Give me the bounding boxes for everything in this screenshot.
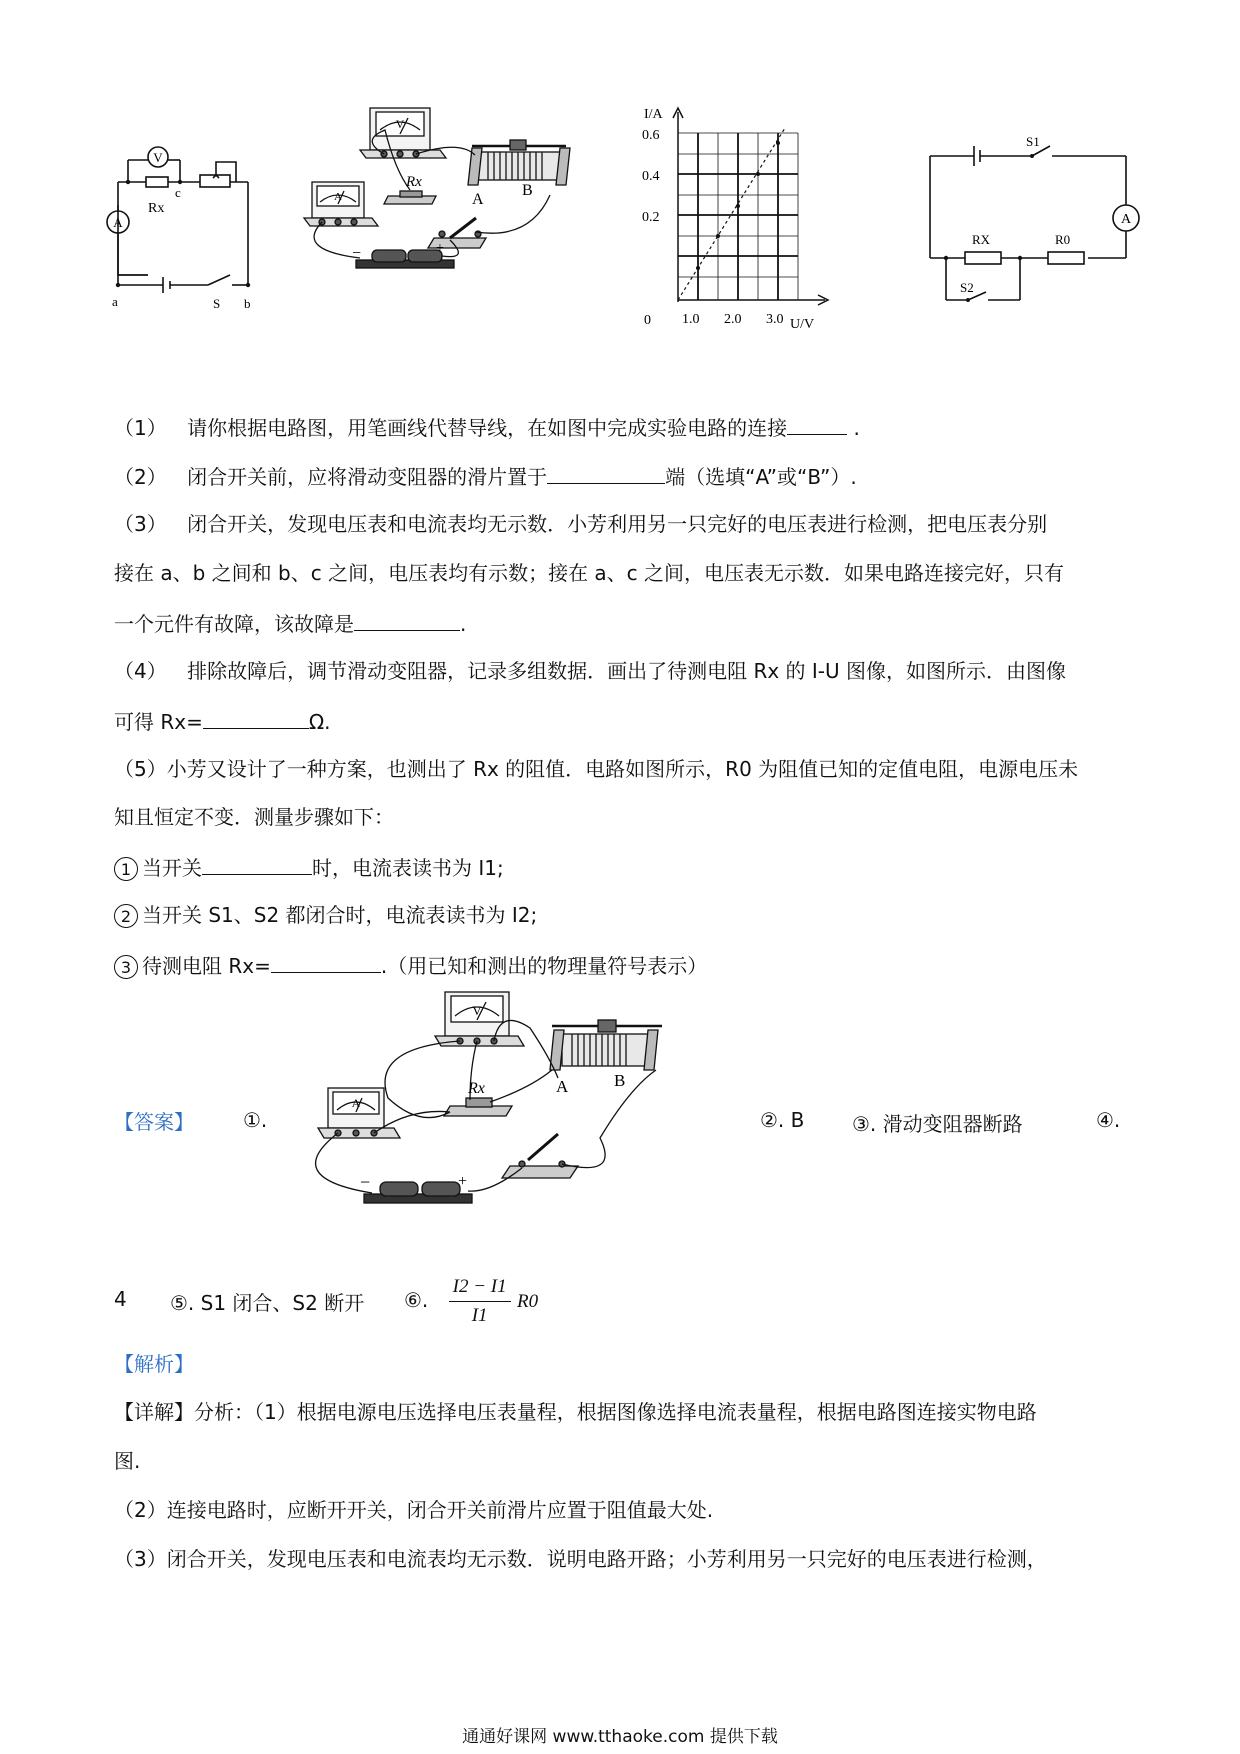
step-2-marker: 2 (114, 904, 138, 928)
ammeter-label: A (113, 215, 123, 230)
ammeter-label: A (334, 191, 342, 203)
fraction-denominator: I1 (471, 1305, 488, 1326)
q4-line-1: 排除故障后，调节滑动变阻器，记录多组数据．画出了待测电阻 Rx 的 I-U 图像，如图所示．由图像 (187, 659, 1067, 683)
question-3-line-1 (114, 510, 1047, 538)
voltmeter-label: V (395, 117, 405, 131)
question-5-step-3 (114, 950, 707, 980)
q2-after: 端（选填“A”或“B”）. (665, 465, 857, 489)
fraction-numerator: I2 − I1 (449, 1273, 511, 1302)
x-tick-3.0: 3.0 (766, 312, 784, 327)
rheostat-end-b-label: B (522, 182, 533, 199)
answer-6-fraction (449, 1273, 511, 1330)
q2-text: 闭合开关前，应将滑动变阻器的滑片置于 (187, 465, 548, 489)
question-5-step-1 (114, 852, 504, 882)
page-footer: 通通好课网 www.tthaoke.com 提供下载 (462, 1727, 778, 1747)
q5-step-3-blank[interactable] (271, 950, 381, 973)
step-3-marker: 3 (114, 955, 138, 979)
q5-step-3b: .（用已知和测出的物理量符号表示） (380, 954, 708, 978)
y-tick-0.6: 0.6 (642, 128, 660, 143)
question-1 (114, 412, 860, 442)
fraction-tail: R0 (517, 1291, 539, 1312)
answer-6 (404, 1262, 538, 1340)
analysis-para-2: （2）连接电路时，应断开开关，闭合开关前滑片应置于阻值最大处. (114, 1498, 714, 1522)
circuit-diagram-1 (108, 150, 288, 315)
answer-2: ②. B (760, 1108, 805, 1132)
q4-blank[interactable] (203, 706, 309, 729)
q5-line-2: 知且恒定不变．测量步骤如下： (114, 805, 394, 829)
switch-s2-label: S2 (960, 280, 974, 295)
battery-minus-label: − (352, 245, 362, 262)
answer-6-label: ⑥. (404, 1288, 429, 1312)
answer-4-label: ④. (1096, 1108, 1121, 1132)
switch-s-label: S (213, 296, 221, 311)
rheostat-end-b-label: B (614, 1071, 626, 1090)
q2-blank[interactable] (547, 461, 665, 484)
answer-5: ⑤. S1 闭合、S2 断开 (170, 1291, 365, 1315)
rheostat-end-a-label: A (556, 1077, 569, 1096)
q1-blank[interactable] (787, 412, 847, 435)
q3-prefix: （3） (114, 512, 167, 536)
rx-label: Rx (148, 201, 165, 216)
x-tick-1.0: 1.0 (682, 312, 700, 327)
step-1-marker: 1 (114, 857, 138, 881)
q4-prefix: （4） (114, 659, 167, 683)
rx-label: RX (972, 232, 991, 247)
q5-step-1a: 当开关 (142, 856, 202, 880)
node-c-label: c (175, 185, 181, 200)
physical-circuit-1 (300, 100, 640, 315)
battery-plus-label: + (436, 241, 444, 256)
q5-step-1b: 时，电流表读书为 I1; (312, 856, 504, 880)
y-axis-label: I/A (644, 107, 663, 122)
voltmeter-label: V (153, 150, 163, 165)
q4-line-2b: Ω. (308, 710, 331, 734)
battery-minus-label: − (360, 1172, 371, 1192)
x-tick-2.0: 2.0 (724, 312, 742, 327)
question-3-line-2 (114, 559, 1064, 587)
q5-line-1: （5）小芳又设计了一种方案，也测出了 Rx 的阻值．电路如图所示，R0 为阻值已知的定值电阻，电源电压未 (114, 757, 1079, 781)
answer-heading: 【答案】 (114, 1110, 194, 1134)
q3-line-2: 接在 a、b 之间和 b、c 之间，电压表均有示数；接在 a、c 之间，电压表无示数．如果电路连接完好，只有 (114, 561, 1065, 585)
question-5-step-2 (114, 901, 537, 929)
question-3-line-3 (114, 608, 466, 638)
q5-step-1-blank[interactable] (202, 852, 312, 875)
answer-1-label: ①. (243, 1108, 268, 1132)
node-a-label: a (112, 294, 118, 309)
q3-line-1: 闭合开关，发现电压表和电流表均无示数．小芳利用另一只完好的电压表进行检测，把电压表分别 (187, 512, 1048, 536)
answer-3: ③. 滑动变阻器断路 (852, 1112, 1023, 1136)
analysis-para-1-cont: 图. (114, 1449, 141, 1473)
analysis-heading: 【解析】 (114, 1352, 194, 1376)
q2-prefix: （2） (114, 465, 167, 489)
iu-graph (640, 102, 840, 332)
x-axis-label: U/V (790, 317, 815, 332)
ammeter-label: A (1120, 212, 1132, 227)
rx-label: Rx (468, 1080, 485, 1097)
rx-label: Rx (406, 174, 422, 190)
q1-end: . (853, 416, 860, 440)
y-tick-0.4: 0.4 (642, 169, 660, 184)
q1-prefix: （1） (114, 416, 167, 440)
question-2 (114, 461, 857, 491)
switch-s1-label: S1 (1026, 134, 1040, 149)
question-5-line-1 (114, 755, 1078, 783)
question-4-line-1 (114, 657, 1066, 685)
r0-label: R0 (1055, 232, 1071, 247)
q4-line-2a: 可得 Rx= (114, 710, 203, 734)
x-tick-0: 0 (644, 313, 651, 328)
battery-plus-label: + (458, 1173, 468, 1190)
analysis-para-3: （3）闭合开关，发现电压表和电流表均无示数．说明电路开路；小芳利用另一只完好的电压表进行检测， (114, 1547, 1047, 1571)
rheostat-end-a-label: A (472, 191, 484, 208)
question-5-line-2 (114, 803, 394, 831)
voltmeter-label: V (472, 1003, 482, 1018)
physical-circuit-answer (300, 988, 695, 1228)
q5-step-2: 当开关 S1、S2 都闭合时，电流表读书为 I2; (142, 903, 538, 927)
q3-line-3: 一个元件有故障，该故障是 (114, 612, 354, 636)
node-b-label: b (244, 296, 251, 311)
q1-text: 请你根据电路图，用笔画线代替导线，在如图中完成实验电路的连接 (187, 416, 788, 440)
q3-blank[interactable] (354, 608, 460, 631)
q3-end: . (460, 612, 467, 636)
q5-step-3a: 待测电阻 Rx= (142, 954, 271, 978)
y-tick-0.2: 0.2 (642, 210, 660, 225)
question-4-line-2 (114, 706, 331, 736)
ammeter-label: A (351, 1096, 361, 1110)
analysis-para-1: 【详解】分析：（1）根据电源电压选择电压表量程，根据图像选择电流表量程，根据电路图连接实物电路 (114, 1400, 1037, 1424)
answer-4-value: 4 (114, 1287, 127, 1311)
circuit-diagram-2 (920, 128, 1150, 313)
